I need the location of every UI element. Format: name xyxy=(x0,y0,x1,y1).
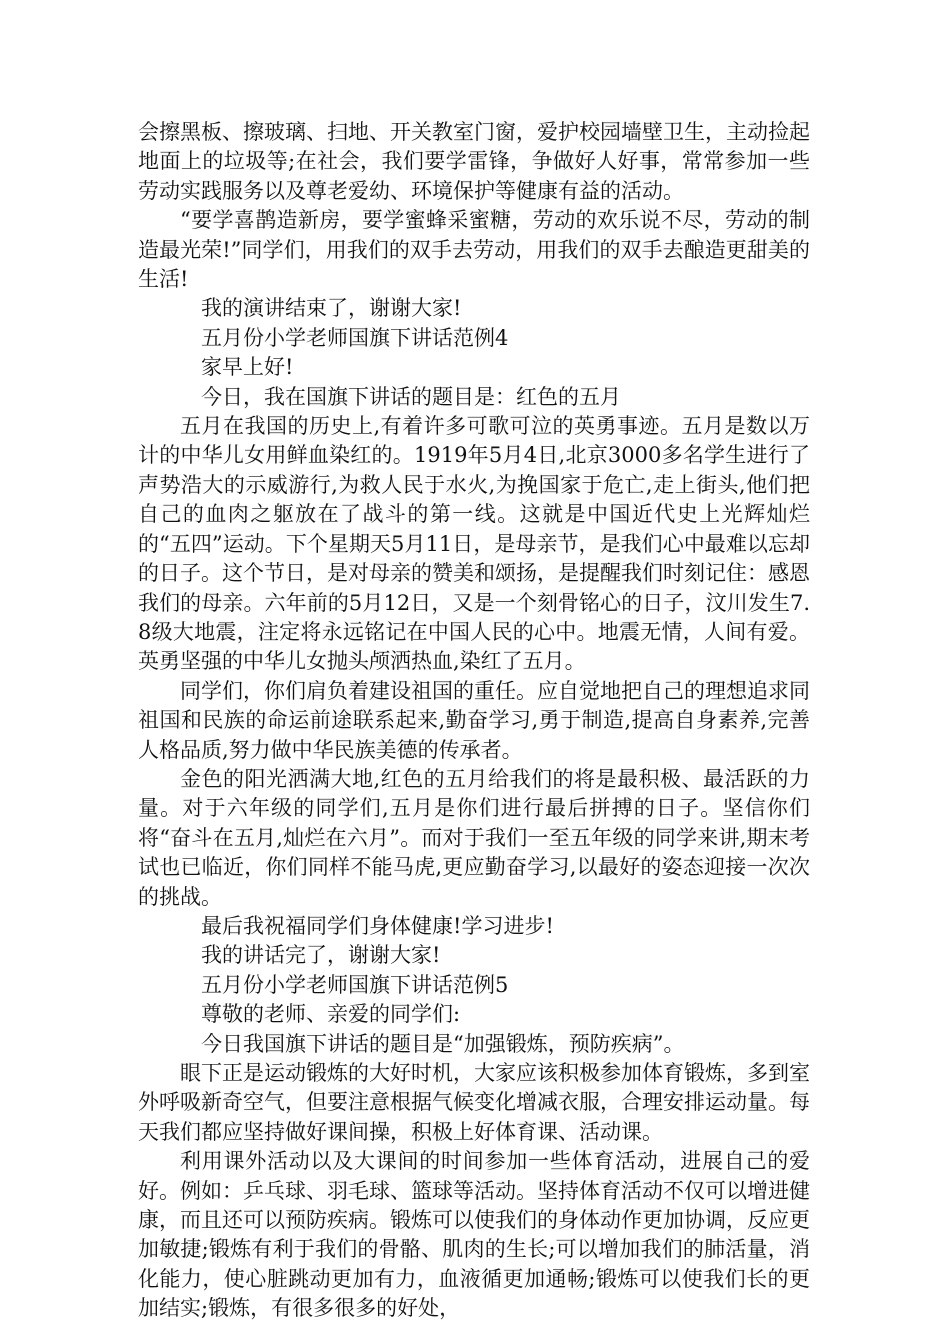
paragraph-9: 金色的阳光洒满大地,红色的五月给我们的将是最积极、最活跃的力量。对于六年级的同学们,五月是你们进行最后拼搏的日子。坚信你们将“奋斗在五月,灿烂在六月”。而对于我们一至五年级的同学来讲,期末考试也已临近，你们同样不能马虎,更应勤奋学习,以最好的姿态迎接一次次的挑战。 xyxy=(138,766,810,909)
paragraph-16: 利用课外活动以及大课间的时间参加一些体育活动，进展自己的爱好。例如：乒乓球、羽毛球、篮球等活动。坚持体育活动不仅可以增进健康，而且还可以预防疾病。锻炼可以使我们的身体动作更加协调，反应更加敏捷;锻炼有利于我们的骨骼、肌肉的生长;可以增加我们的肺活量，消化能力，使心脏跳动更加有力，血液循更加通畅;锻炼可以使我们长的更加结实;锻炼，有很多很多的好处， xyxy=(138,1149,810,1321)
speech-topic-2: 今日我国旗下讲话的题目是“加强锻炼，预防疾病”。 xyxy=(201,1031,685,1056)
paragraph-10: 最后我祝福同学们身体健康!学习进步! xyxy=(201,913,554,938)
salutation: 尊敬的老师、亲爱的同学们: xyxy=(201,1002,461,1027)
paragraph-3: 我的演讲结束了，谢谢大家! xyxy=(201,296,462,321)
section-heading-4: 五月份小学老师国旗下讲话范例4 xyxy=(201,325,509,350)
document-body xyxy=(138,118,810,1324)
paragraph-2: “要学喜鹊造新房，要学蜜蜂采蜜糖，劳动的欢乐说不尽，劳动的制造最光荣!”同学们，用我们的双手去劳动，用我们的双手去酿造更甜美的生活! xyxy=(138,208,810,292)
speech-topic: 今日，我在国旗下讲话的题目是：红色的五月 xyxy=(201,384,621,409)
paragraph-8: 同学们，你们肩负着建设祖国的重任。应自觉地把自己的理想追求同祖国和民族的命运前途联系起来,勤奋学习,勇于制造,提高自身素养,完善人格品质,努力做中华民族美德的传承者。 xyxy=(138,678,810,762)
greeting: 家早上好! xyxy=(201,355,294,380)
paragraph-7: 五月在我国的历史上,有着许多可歌可泣的英勇事迹。五月是数以万计的中华儿女用鲜血染红的。1919年5月4日,北京3000多名学生进行了声势浩大的示威游行,为救人民于水火,为挽国家于危亡,走上街头,他们把自己的血肉之躯放在了战斗的第一线。这就是中国近代史上光辉灿烂的“五四”运动。下个星期天5月11日，是母亲节，是我们心中最难以忘却的日子。这个节日，是对母亲的赞美和颂扬，是提醒我们时刻记住：感恩我们的母亲。六年前的5月12日，又是一个刻骨铭心的日子，汶川发生7.8级大地震，注定将永远铭记在中国人民的心中。地震无情，人间有爱。英勇坚强的中华儿女抛头颅洒热血,染红了五月。 xyxy=(138,414,810,674)
section-heading-5: 五月份小学老师国旗下讲话范例5 xyxy=(201,972,509,997)
paragraph-11: 我的讲话完了，谢谢大家! xyxy=(201,943,441,968)
paragraph-1: 会擦黑板、擦玻璃、扫地、开关教室门窗，爱护校园墙壁卫生，主动捡起地面上的垃圾等;在社会，我们要学雷锋，争做好人好事，常常参加一些劳动实践服务以及尊老爱幼、环境保护等健康有益的活动。 xyxy=(138,120,810,203)
paragraph-15: 眼下正是运动锻炼的大好时机，大家应该积极参加体育锻炼，多到室外呼吸新奇空气，但要注意根据气候变化增减衣服，合理安排运动量。每天我们都应坚持做好课间操，积极上好体育课、活动课。 xyxy=(138,1061,810,1144)
